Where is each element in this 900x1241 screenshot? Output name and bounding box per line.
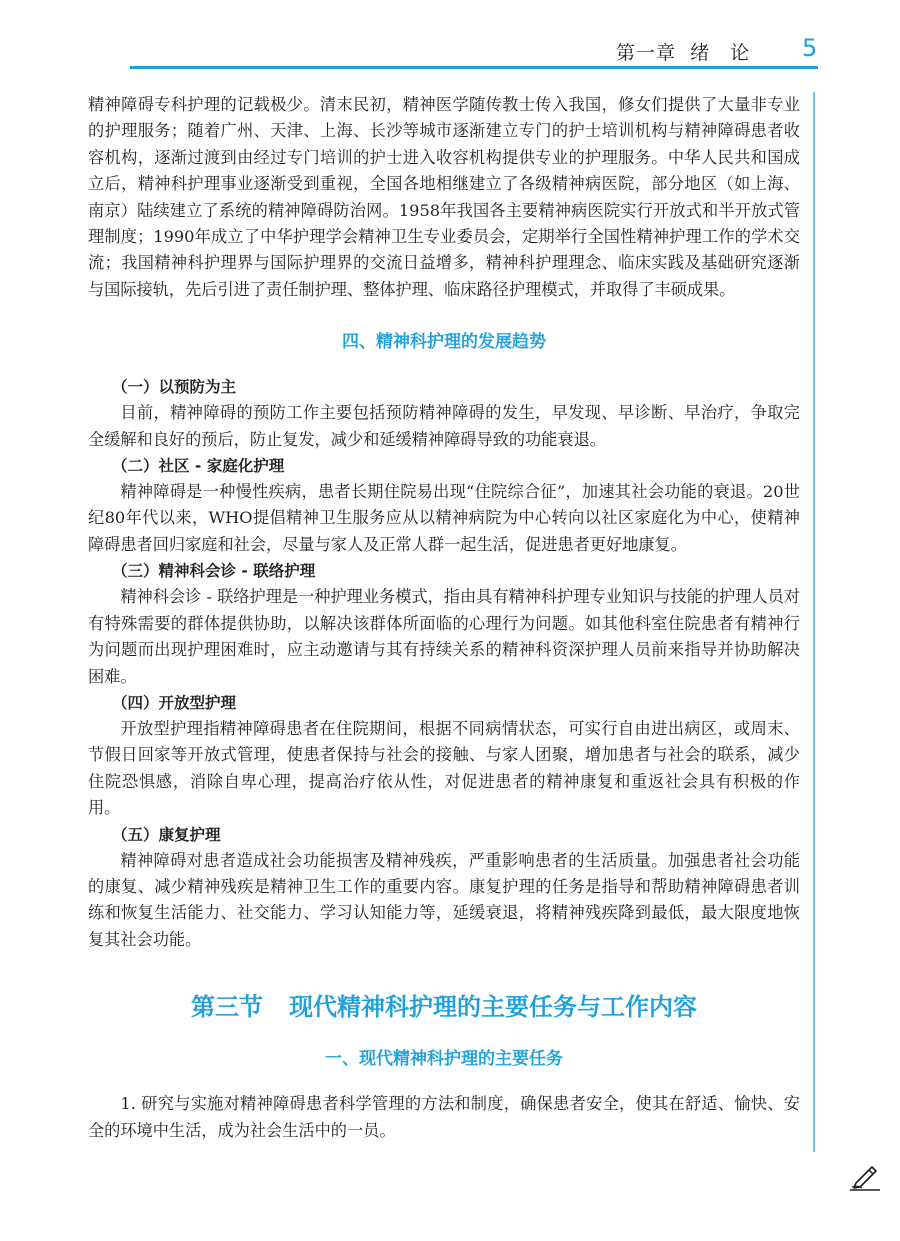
page-header [0, 0, 900, 90]
subsection-3 [88, 558, 800, 690]
subsection-heading: （三）精神科会诊 - 联络护理 [112, 562, 316, 581]
chapter-title [616, 38, 750, 65]
section-heading-4: 四、精神科护理的发展趋势 [342, 332, 546, 353]
subsection-heading-main-tasks: 一、现代精神科护理的主要任务 [325, 1049, 563, 1070]
subsection-text: 目前，精神障碍的预防工作主要包括预防精神障碍的发生，早发现、早诊断、早治疗，争取完全缓解和良好的预后，防止复发，减少和延缓精神障碍导致的功能衰退。 [88, 403, 800, 449]
subsection-1 [88, 374, 800, 453]
subsection-text: 精神障碍对患者造成社会功能损害及精神残疾，严重影响患者的生活质量。加强患者社会功能的康复、减少精神残疾是精神卫生工作的重要内容。康复护理的任务是指导和帮助精神障碍患者训练和恢复生活能力、社交能力、学习认知能力等，延缓衰退，将精神残疾降到最低，最大限度地恢复其社会功能。 [88, 850, 800, 949]
section-label: 第三节 [191, 993, 263, 1022]
intro-paragraph: 精神障碍专科护理的记载极少。清末民初，精神医学随传教士传入我国，修女们提供了大量非专业的护理服务；随着广州、天津、上海、长沙等城市逐渐建立专门的护士培训机构与精神障碍患者收容机构，逐渐过渡到由经过专门培训的护士进入收容机构提供专业的护理服务。中华人民共和国成立后，精神科护理事业逐渐受到重视，全国各地相继建立了各级精神病医院，部分地区（如上海、南京）陆续建立了系统的精神障碍防治网。1958年我国各主要精神病医院实行开放式和半开放式管理制度；1990年成立了中华护理学会精神卫生专业委员会，定期举行全国性精神护理工作的学术交流；我国精神科护理界与国际护理界的交流日益增多，精神科护理理念、临床实践及基础研究逐渐与国际接轨，先后引进了责任制护理、整体护理、临床路径护理模式，并取得了丰硕成果。 [88, 95, 800, 299]
chapter-label: 第一章 [616, 42, 677, 64]
section-name: 现代精神科护理的主要任务与工作内容 [289, 993, 697, 1022]
pen-icon [848, 1158, 882, 1192]
page-number: 5 [802, 34, 818, 62]
side-rule [813, 92, 815, 1152]
subsection-heading: （四）开放型护理 [112, 693, 237, 712]
subsection-heading: （一）以预防为主 [112, 378, 237, 397]
subsection-4 [88, 690, 800, 822]
subsection-text: 精神科会诊 - 联络护理是一种护理业务模式，指由具有精神科护理专业知识与技能的护理人员对有特殊需要的群体提供协助，以解决该群体所面临的心理行为问题。如其他科室住院患者有精神行为问题而出现护理困难时，应主动邀请与其有持续关系的精神科资深护理人员前来指导并协助解决困难。 [88, 587, 800, 686]
subsection-heading: （五）康复护理 [112, 825, 221, 844]
subsection-5 [88, 822, 800, 954]
subsection-text: 精神障碍是一种慢性疾病，患者长期住院易出现“住院综合征”，加速其社会功能的衰退。20世纪80年代以来，WHO提倡精神卫生服务应从以精神病院为中心转向以社区家庭化为中心，使精神障碍患者回归家庭和社会，尽量与家人及正常人群一起生活，促进患者更好地康复。 [88, 482, 800, 554]
section-title [88, 987, 800, 1022]
subsection-heading: （二）社区 - 家庭化护理 [112, 457, 285, 476]
chapter-name: 绪 论 [690, 42, 751, 64]
page-content [88, 92, 800, 1144]
subsection-2 [88, 453, 800, 558]
task-item-1: 1. 研究与实施对精神障碍患者科学管理的方法和制度，确保患者安全，使其在舒适、愉快、安全的环境中生活，成为社会生活中的一员。 [88, 1094, 800, 1140]
header-rule [130, 66, 818, 69]
subsection-text: 开放型护理指精神障碍患者在住院期间，根据不同病情状态，可实行自由进出病区，或周末、节假日回家等开放式管理，使患者保持与社会的接触、与家人团聚，增加患者与社会的联系，减少住院恐惧感，消除自卑心理，提高治疗依从性，对促进患者的精神康复和重返社会具有积极的作用。 [88, 718, 800, 818]
